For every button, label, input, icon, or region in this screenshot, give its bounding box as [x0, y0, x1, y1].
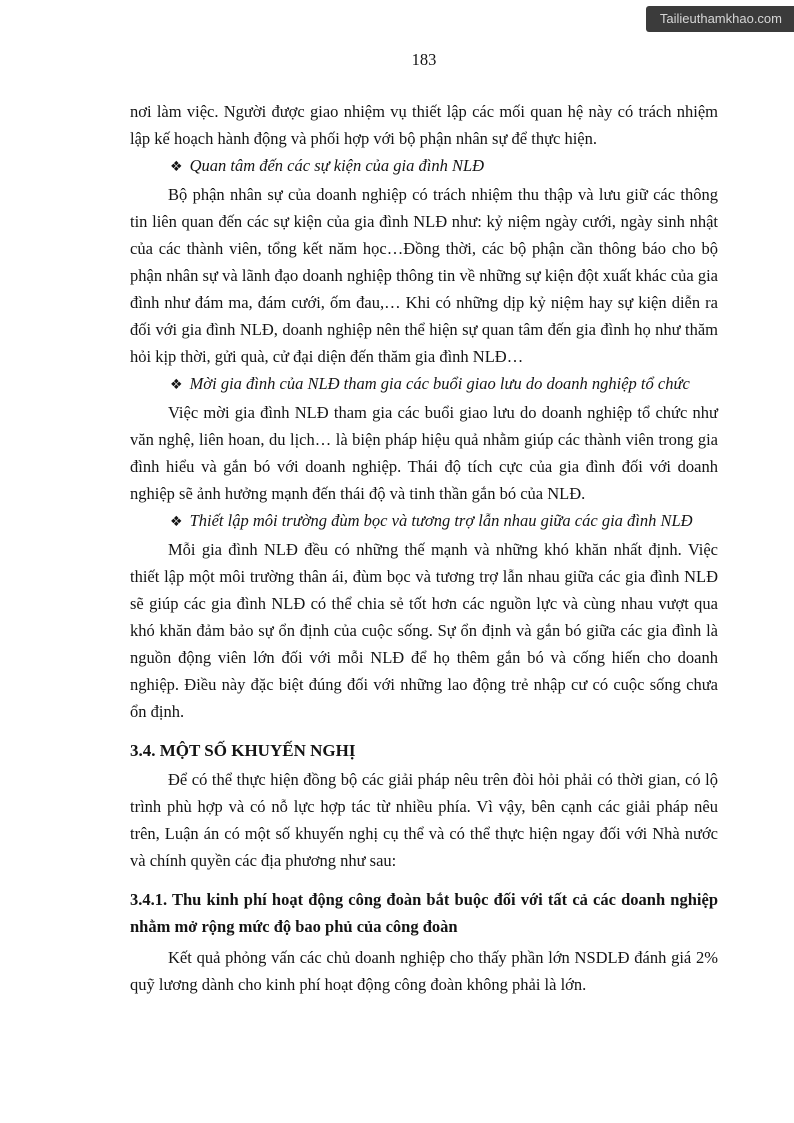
diamond-bullet-icon: ❖ [170, 377, 183, 393]
diamond-bullet-icon: ❖ [170, 159, 183, 175]
paragraph: Mỗi gia đình NLĐ đều có những thế mạnh và những khó khăn nhất định. Việc thiết lập một môi trường thân ái, đùm bọc và tương trợ lẫn nhau giữa các gia đình NLĐ sẽ giúp các gia đình NLĐ có thể chia sẻ tốt hơn các nguồn lực và cùng nhau vượt qua khó khăn đảm bảo sự ổn định của cuộc sống. Sự ổn định và gắn bó giữa các gia đình là nguồn động viên lớn đối với mỗi NLĐ để họ thêm gắn bó và cống hiến cho doanh nghiệp. Điều này đặc biệt đúng đối với những lao động trẻ nhập cư có cuộc sống chưa ổn định. [130, 540, 718, 721]
paragraph: Bộ phận nhân sự của doanh nghiệp có trách nhiệm thu thập và lưu giữ các thông tin liên quan đến các sự kiện của gia đình NLĐ như: kỷ niệm ngày cưới, ngày sinh nhật của các thành viên, tổng kết năm học…Đồng thời, các bộ phận cần thông báo cho bộ phận nhân sự và lãnh đạo doanh nghiệp thông tin về những sự kiện đột xuất khác của gia đình như đám ma, đám cưới, ốm đau,… Khi có những dịp kỷ niệm hay sự kiện diễn ra đối với gia đình NLĐ, doanh nghiệp nên thể hiện sự quan tâm đến gia đình họ như thăm hỏi kịp thời, gửi quà, cử đại diện đến thăm gia đình NLĐ… [130, 185, 718, 366]
subsection-heading: 3.4.1. Thu kinh phí hoạt động công đoàn bắt buộc đối với tất cả các doanh nghiệp nhằm mở rộng mức độ bao phủ của công đoàn [130, 890, 718, 936]
bullet-label: Thiết lập môi trường đùm bọc và tương trợ lẫn nhau giữa các gia đình NLĐ [189, 511, 693, 530]
bullet-item [170, 507, 718, 536]
paragraph-continuation: nơi làm việc. Người được giao nhiệm vụ thiết lập các mối quan hệ này có trách nhiệm lập kế hoạch hành động và phối hợp với bộ phận nhân sự để thực hiện. [130, 102, 718, 148]
watermark-label: Tailieuthamkhao.com [659, 11, 782, 26]
watermark-badge [646, 6, 794, 32]
paragraph: Để có thể thực hiện đồng bộ các giải pháp nêu trên đòi hỏi phải có thời gian, có lộ trình phù hợp và có nỗ lực hợp tác từ nhiều phía. Vì vậy, bên cạnh các giải pháp nêu trên, Luận án có một số khuyến nghị cụ thể và có thể thực hiện ngay đối với Nhà nước và chính quyền các địa phương như sau: [130, 770, 718, 870]
section-heading: 3.4. MỘT SỐ KHUYẾN NGHỊ [130, 741, 356, 760]
paragraph: Kết quả phỏng vấn các chủ doanh nghiệp cho thấy phần lớn NSDLĐ đánh giá 2% quỹ lương dành cho kinh phí hoạt động công đoàn không phải là lớn. [130, 948, 718, 994]
bullet-item [170, 370, 718, 399]
bullet-item [170, 152, 718, 181]
paragraph: Việc mời gia đình NLĐ tham gia các buổi giao lưu do doanh nghiệp tổ chức như văn nghệ, liên hoan, du lịch… là biện pháp hiệu quả nhằm giúp các thành viên trong gia đình hiểu và gắn bó với doanh nghiệp. Thái độ tích cực của gia đình đối với doanh nghiệp sẽ ảnh hưởng mạnh đến thái độ và tinh thần gắn bó của NLĐ. [130, 403, 718, 503]
diamond-bullet-icon: ❖ [170, 514, 183, 530]
page-number: 183 [411, 50, 437, 69]
bullet-label: Mời gia đình của NLĐ tham gia các buổi giao lưu do doanh nghiệp tổ chức [189, 374, 690, 393]
bullet-label: Quan tâm đến các sự kiện của gia đình NLĐ [189, 156, 485, 175]
page-body [130, 98, 718, 998]
